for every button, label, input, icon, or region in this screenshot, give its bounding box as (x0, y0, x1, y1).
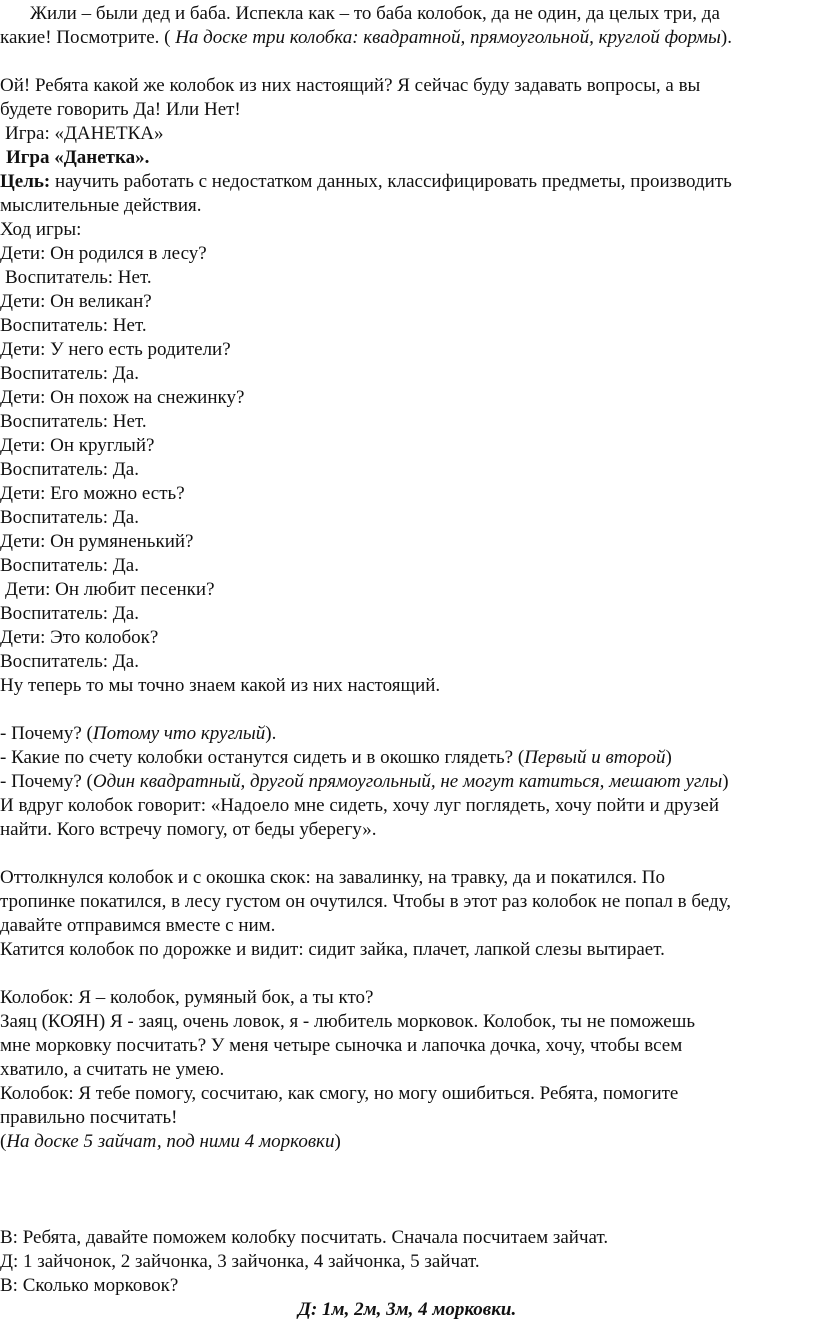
story-line-3: давайте отправимся вместе с ним. (0, 915, 276, 936)
why-line-1: - Почему? (Потому что круглый). (0, 723, 277, 744)
count-line-1: В: Ребята, давайте поможем колобку посчитать. Сначала посчитаем зайчат. (0, 1227, 609, 1248)
game-progress-label: Ход игры: (0, 219, 82, 240)
question-line-2: будете говорить Да! Или Нет! (0, 99, 241, 120)
dialogue-line: Воспитатель: Да. (0, 459, 139, 480)
story-line-2: тропинке покатился, в лесу густом он очутился. Чтобы в этот раз колобок не попал в беду, (0, 891, 731, 912)
dialogue-line: Дети: Его можно есть? (0, 483, 185, 504)
hare-line-1: Заяц (КОЯН) Я - заяц, очень ловок, я - любитель морковок. Колобок, ты не поможешь (0, 1011, 696, 1032)
dialogue-line: Воспитатель: Да. (0, 555, 139, 576)
intro-line-1: Жили – были дед и баба. Испекла как – то баба колобок, да не один, да целых три, да (30, 3, 720, 24)
dialogue-line: Дети: Он родился в лесу? (0, 243, 207, 264)
question-line-1: Ой! Ребята какой же колобок из них настоящий? Я сейчас буду задавать вопросы, а вы (0, 75, 701, 96)
goal-label: Цель: (0, 171, 51, 192)
story-line-4: Катится колобок по дорожке и видит: сидит зайка, плачет, лапкой слезы вытирает. (0, 939, 665, 960)
dialogue-line: Воспитатель: Да. (0, 603, 139, 624)
count-line-3: В: Сколько морковок? (0, 1275, 179, 1296)
kolobok-line-1: Колобок: Я – колобок, румяный бок, а ты кто? (0, 987, 374, 1008)
dialogue-line: Дети: Он похож на снежинку? (0, 387, 245, 408)
game-heading: Игра «Данетка». (6, 147, 150, 168)
dialogue-line: Воспитатель: Нет. (5, 267, 152, 288)
dialogue-line: Дети: У него есть родители? (0, 339, 231, 360)
dialogue-line: Воспитатель: Нет. (0, 315, 147, 336)
dialogue-line: Воспитатель: Да. (0, 363, 139, 384)
count-line-2: Д: 1 зайчонок, 2 зайчонка, 3 зайчонка, 4 зайчонка, 5 зайчат. (0, 1251, 480, 1272)
dialogue-line: Дети: Это колобок? (0, 627, 159, 648)
dialogue-line: Дети: Он румяненький? (0, 531, 194, 552)
kolobok-says-line-2: найти. Кого встречу помогу, от беды уберегу». (0, 819, 377, 840)
hare-line-3: хватило, а считать не умею. (0, 1059, 225, 1080)
intro-line-2: какие! Посмотрите. ( На доске три колобка: квадратной, прямоугольной, круглой формы). (0, 27, 732, 48)
game-title: Игра: «ДАНЕТКА» (5, 123, 164, 144)
dialogue-line: Воспитатель: Нет. (0, 411, 147, 432)
dialogue-line: Воспитатель: Да. (0, 651, 139, 672)
hare-line-2: мне морковку посчитать? У меня четыре сыночка и лапочка дочка, хочу, чтобы всем (0, 1035, 683, 1056)
board-note: (На доске 5 зайчат, под ними 4 морковки) (0, 1131, 341, 1152)
kolobok-says-line-1: И вдруг колобок говорит: «Надоело мне сидеть, хочу луг поглядеть, хочу пойти и друзей (0, 795, 719, 816)
dialogue-line: Воспитатель: Да. (0, 507, 139, 528)
goal-line-2: мыслительные действия. (0, 195, 202, 216)
dialogue-line: Дети: Он круглый? (0, 435, 155, 456)
why-line-3: - Почему? (Один квадратный, другой прямоугольный, не могут катиться, мешают углы) (0, 771, 729, 792)
intro-board-note: На доске три колобка: квадратной, прямоугольной, круглой формы (175, 27, 721, 48)
kolobok-line-3: правильно посчитать! (0, 1107, 178, 1128)
dialogue-line: Ну теперь то мы точно знаем какой из них настоящий. (0, 675, 441, 696)
goal-line-1: Цель: научить работать с недостатком данных, классифицировать предметы, производить (0, 171, 732, 192)
dialogue-line: Дети: Он великан? (0, 291, 152, 312)
why-line-2: - Какие по счету колобки останутся сидеть и в окошко глядеть? (Первый и второй) (0, 747, 672, 768)
dialogue-line: Дети: Он любит песенки? (5, 579, 215, 600)
kolobok-line-2: Колобок: Я тебе помогу, сосчитаю, как смогу, но могу ошибиться. Ребята, помогите (0, 1083, 679, 1104)
count-line-4: Д: 1м, 2м, 3м, 4 морковки. (298, 1299, 517, 1320)
story-line-1: Оттолкнулся колобок и с окошка скок: на завалинку, на травку, да и покатился. По (0, 867, 666, 888)
